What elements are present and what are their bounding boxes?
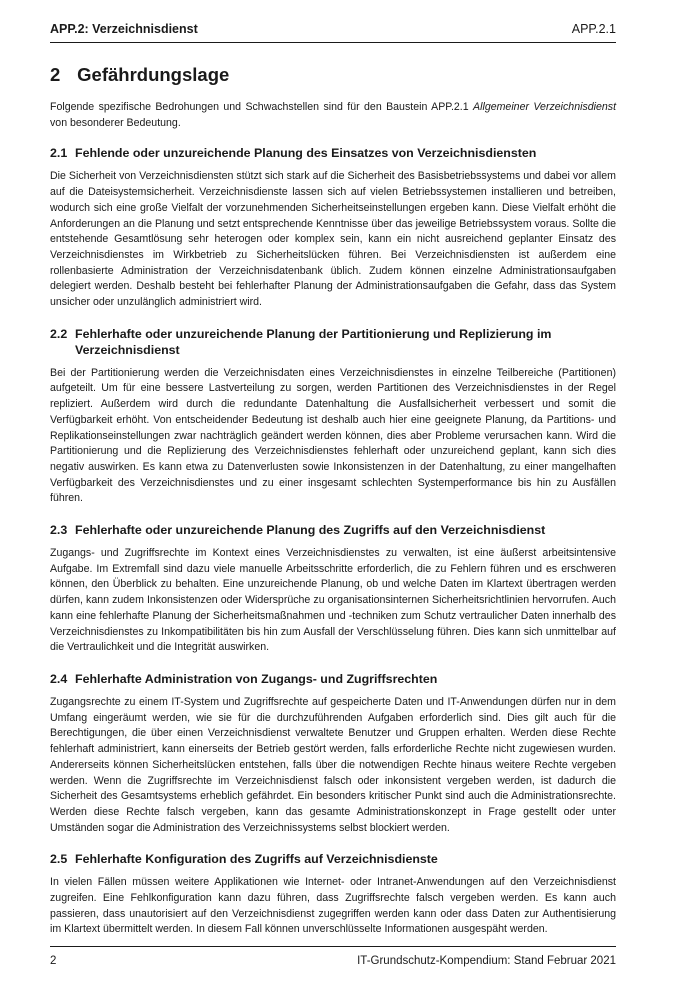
- chapter-heading: [50, 62, 616, 88]
- section-2-1: [50, 145, 616, 310]
- header-divider: [50, 42, 616, 43]
- section-title: Fehlende oder unzureichende Planung des Einsatzes von Verzeichnisdiensten: [75, 146, 537, 161]
- page-content: [50, 62, 616, 953]
- section-title: Fehlerhafte oder unzureichende Planung der Partitionierung und Replizierung im Verzeichnisdienst: [75, 326, 552, 357]
- chapter-title: Gefährdungslage: [77, 64, 230, 85]
- intro-text-end: von besonderer Bedeutung.: [50, 116, 181, 129]
- section-number: 2.4: [50, 671, 68, 686]
- section-number: 2.2: [50, 326, 68, 341]
- section-heading: [50, 851, 616, 867]
- section-number: 2.3: [50, 523, 68, 538]
- chapter-number: 2: [50, 64, 61, 85]
- section-title: Fehlerhafte oder unzureichende Planung des Zugriffs auf den Verzeichnisdienst: [75, 523, 546, 538]
- intro-module-name: Allgemeiner Verzeichnisdienst: [473, 101, 617, 113]
- section-heading: [50, 326, 616, 358]
- footer-divider: [50, 946, 616, 947]
- section-heading: [50, 671, 616, 687]
- section-2-2: [50, 326, 616, 507]
- section-body: Zugangs- und Zugriffsrechte im Kontext eines Verzeichnisdienstes zu verwalten, ist eine äußerst arbeitsintensive Aufgabe. Im Extremfall sind dazu viele manuelle Arbeitsschritte erforderlich, die zu Fehlern führen und es erschweren können, den Überblick zu behalten. Eine unzureichende Planung, ob und welche Daten im Klartext übertragen werden dürfen, kann zudem Inkonsistenzen oder Widersprüche zu organisationsinternen Sicherheitsrichtlinien hervorrufen. Auch kann eine fehlerhafte Planung der Sicherheitsmaßnahmen und -techniken zum Schutz vertraulicher Daten innerhalb des Verzeichnisdienstes zu Inkompatibilitäten bis hin zum Ausfall der Verschlüsselung führen. Dies kann sich unmittelbar auf die Vertraulichkeit und die Integrität auswirken.: [50, 547, 616, 654]
- section-2-3: [50, 522, 616, 656]
- section-title: Fehlerhafte Konfiguration des Zugriffs auf Verzeichnisdienste: [75, 852, 438, 867]
- section-number: 2.1: [50, 146, 68, 161]
- section-body: Zugangsrechte zu einem IT-System und Zugriffsrechte auf gespeicherte Daten und IT-Anwendungen dürfen nur in dem Umfang eingeräumt werden, wie sie für die durchzuführenden Aufgaben erforderlich sind. Dies gilt auch für die Berechtigungen, die über einen Verzeichnisdienst verwaltete Benutzer und Gruppen erhalten. Werden diese Rechte fehlerhaft administriert, kann einerseits der Betrieb gestört werden, falls erforderliche Rechte nicht zugewiesen wurden. Andererseits können Sicherheitslücken entstehen, falls über die notwendigen Rechte hinaus weitere Rechte vergeben werden. Wenn die Zugriffsrechte im Verzeichnisdienst falsch oder inkonsistent vergeben werden, ist dadurch die Sicherheit des Gesamtsystems erheblich gefährdet. Ein besonders kritischer Punkt sind auch die Administrationsrechte. Werden diese Rechte falsch vergeben, kann das gesamte Administrationskonzept in Frage gestellt oder unter Umständen sogar die Administration des Verzeichnissystems selbst blockiert werden.: [50, 695, 616, 834]
- section-heading: [50, 522, 616, 538]
- section-body: Bei der Partitionierung werden die Verzeichnisdaten eines Verzeichnisdienstes in einzelne Teilbereiche (Partitionen) aufgeteilt. Um für eine bessere Lastverteilung zu sorgen, werden Partitionen des Verzeichnisdienstes in der Regel repliziert. Außerdem wird durch die redundante Datenhaltung die Ausfallsicherheit verbessert und somit die Verfügbarkeit erhöht. Von entscheidender Bedeutung ist deshalb auch hier eine geeignete Planung, da Partitions- und Replikationseinstellungen zwar nachträglich geändert werden können, dies aber Probleme verursachen kann. Wird die Partitionierung und die Replizierung des Verzeichnisdienstes fehlerhaft oder unzureichend geplant, kann sich dies negativ auswirken. Es kann etwa zu Datenverlusten sowie Inkonsistenzen in der Datenhaltung, zu einer mangelhaften Verfügbarkeit des Verzeichnisdienstes und zu einer insgesamt schlechten Systemperformance bis hin zu Ausfällen führen.: [50, 366, 616, 505]
- footer-edition: IT-Grundschutz-Kompendium: Stand Februar 2021: [357, 955, 616, 967]
- section-2-4: [50, 671, 616, 836]
- header-module-id: APP.2.1: [571, 22, 616, 36]
- intro-paragraph: [50, 100, 616, 131]
- page-header: [50, 18, 616, 40]
- header-module-title: APP.2: Verzeichnisdienst: [50, 22, 198, 36]
- section-title: Fehlerhafte Administration von Zugangs- und Zugriffsrechten: [75, 671, 438, 686]
- section-heading: [50, 145, 616, 161]
- intro-text-start: Folgende spezifische Bedrohungen und Schwachstellen sind für den Baustein APP.2.1: [50, 101, 474, 113]
- section-2-5: [50, 851, 616, 938]
- section-body: In vielen Fällen müssen weitere Applikationen wie Internet- oder Intranet-Anwendungen auf den Verzeichnisdienst zugreifen. Eine Fehlkonfiguration kann dazu führen, dass Zugriffsrechte falsch vergeben werden. Es kann auch passieren, dass unautorisiert auf den Verzeichnisdienst zugegriffen werden kann oder dass Daten zur Authentisierung im Klartext übermittelt werden. In diesem Fall können unverschlüsselte Informationen ausgespäht werden.: [50, 876, 616, 936]
- page-number: 2: [50, 955, 57, 967]
- section-number: 2.5: [50, 852, 68, 867]
- section-body: Die Sicherheit von Verzeichnisdiensten stützt sich stark auf die Sicherheit des Basisbetriebssystems und dabei vor allem auf die Dateisystemsicherheit. Verzeichnisdienste lassen sich auf vielen Betriebssystemen installieren und betreiben, wodurch sich eine große Vielfalt der vorzunehmenden Sicherheitseinstellungen ergeben kann. Diese Vielfalt erhöht die Anforderungen an die Planung und setzt entsprechende Kenntnisse über das jeweilige Betriebssystem voraus. Sollte die entstehende Gesamtlösung sehr heterogen oder komplex sein, kann ein nicht ausreichend geplanter Einsatz des Verzeichnisdienstes im Wirkbetrieb zu Sicherheitslücken führen. Bei Verzeichnisdiensten ist außerdem eine rollenbasierte Administration der Verzeichnisdatenbank üblich. Zudem können einzelne Administrationsaufgaben delegiert werden. Deshalb besteht bei fehlerhafter Planung der Administrationsaufgaben die Gefahr, dass das System unsicher oder unzulänglich administriert wird.: [50, 170, 616, 309]
- document-page: [50, 0, 616, 990]
- page-footer: [50, 952, 616, 970]
